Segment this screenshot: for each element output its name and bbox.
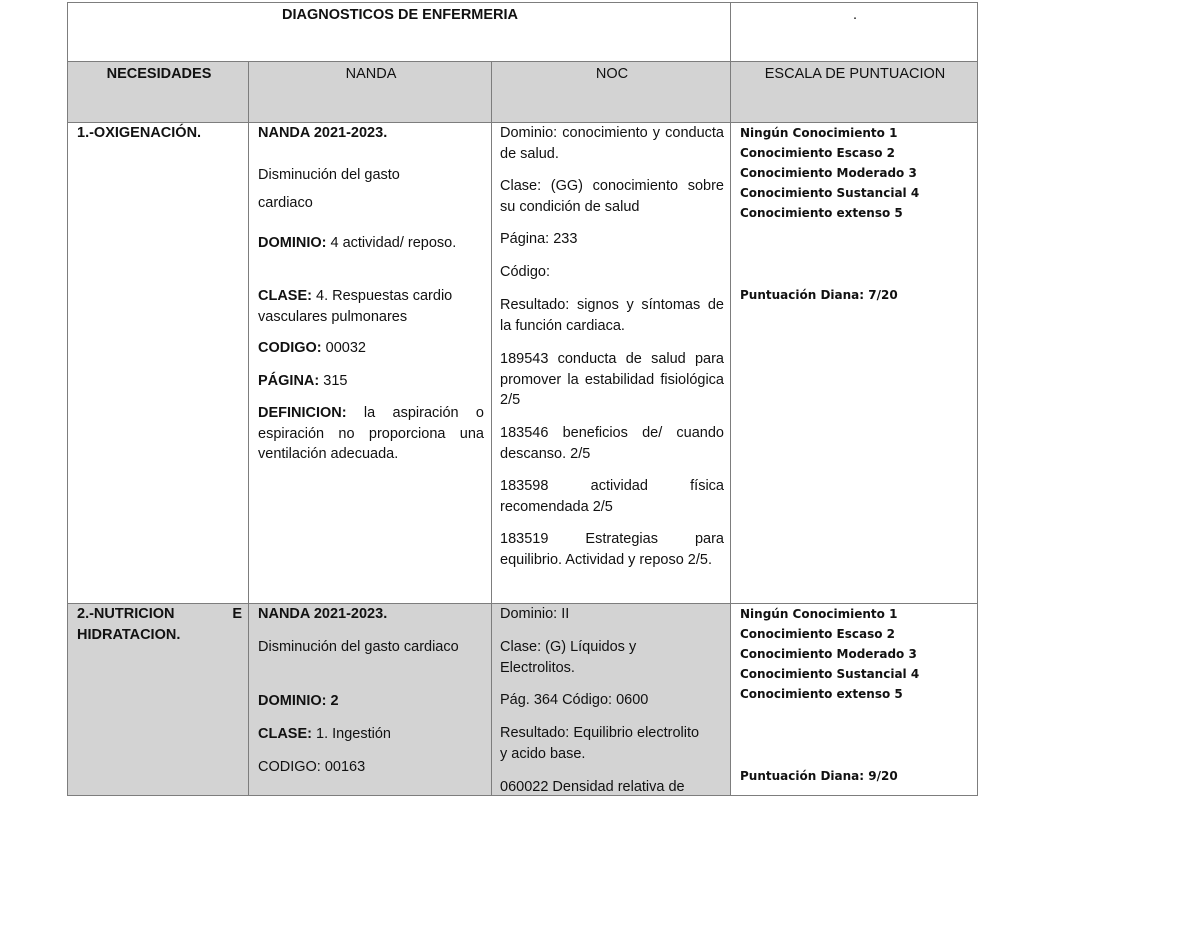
- row1-nanda-codigo: CODIGO: 00032: [258, 340, 366, 356]
- row2-need: 2.-NUTRICION E HIDRATACION.: [77, 606, 242, 643]
- row2-noc-item: Clase: (G) Líquidos y Electrolitos.: [500, 639, 637, 676]
- row1-noc-item: 183519 Estrategias para equilibrio. Actividad y reposo 2/5.: [500, 531, 724, 568]
- row1-scale-item: Conocimiento Moderado 3: [740, 166, 917, 180]
- row1-noc-item: 183546 beneficios de/ cuando descanso. 2/5: [500, 425, 724, 462]
- table-title: DIAGNOSTICOS DE ENFERMERIA: [281, 7, 519, 23]
- col-label-nanda: NANDA: [345, 66, 397, 82]
- row2-scale-item: Conocimiento Sustancial 4: [740, 667, 920, 681]
- diagnosis-table: [67, 2, 978, 796]
- row2-nanda-dominio: DOMINIO: 2: [258, 693, 339, 709]
- header-right-cell: [730, 2, 978, 62]
- row1-noc-item: Página: 233: [500, 231, 578, 247]
- col-header-escala: [730, 61, 978, 123]
- row2-noc-item: Dominio: II: [500, 606, 570, 622]
- row2-noc-cell: [491, 603, 731, 796]
- row1-scale-cell: [730, 122, 978, 604]
- col-header-noc: [491, 61, 731, 123]
- row2-nanda-diagnosis: Disminución del gasto cardiaco: [258, 639, 459, 655]
- row2-need-cell: [67, 603, 249, 796]
- row1-noc-item: Código:: [500, 264, 550, 280]
- row2-score: Puntuación Diana: 9/20: [740, 769, 898, 783]
- row1-noc-item: 183598 actividad física recomendada 2/5: [500, 478, 724, 515]
- row1-nanda-definicion: DEFINICION: la aspiración o espiración no proporciona una ventilación adecuada.: [258, 405, 484, 462]
- row2-scale-cell: [730, 603, 978, 796]
- row1-scale-item: Conocimiento Sustancial 4: [740, 186, 920, 200]
- row1-noc-cell: [491, 122, 731, 604]
- row2-noc-item: Resultado: Equilibrio electrolito y acido base.: [500, 725, 700, 762]
- row1-need: 1.-OXIGENACIÓN.: [77, 125, 202, 141]
- row2-nanda-clase: CLASE: 1. Ingestión: [258, 726, 391, 742]
- col-label-noc: NOC: [595, 66, 629, 82]
- row2-noc-item: Pág. 364 Código: 0600: [500, 692, 649, 708]
- row1-noc-item: 189543 conducta de salud para promover la estabilidad fisiológica 2/5: [500, 351, 724, 408]
- row2-noc-item: 060022 Densidad relativa de: [500, 779, 685, 795]
- row2-nanda-edition: NANDA 2021-2023.: [258, 606, 388, 622]
- title-cell: [67, 2, 731, 62]
- row1-nanda-dominio: DOMINIO: 4 actividad/ reposo.: [258, 235, 457, 251]
- row1-need-cell: [67, 122, 249, 604]
- col-header-necesidades: [67, 61, 249, 123]
- row2-scale-item: Conocimiento Moderado 3: [740, 647, 917, 661]
- row2-scale-item: Conocimiento extenso 5: [740, 687, 903, 701]
- row2-scale-item: Conocimiento Escaso 2: [740, 627, 895, 641]
- col-header-nanda: [248, 61, 492, 123]
- row2-nanda-cell: [248, 603, 492, 796]
- row1-scale-item: Ningún Conocimiento 1: [740, 126, 898, 140]
- row2-nanda-codigo: CODIGO: 00163: [258, 759, 366, 775]
- row1-noc-item: Dominio: conocimiento y conducta de salud.: [500, 125, 724, 162]
- row1-score: Puntuación Diana: 7/20: [740, 288, 898, 302]
- row1-noc-item: Clase: (GG) conocimiento sobre su condición de salud: [500, 178, 724, 215]
- row1-nanda-clase: CLASE: 4. Respuestas cardio vasculares pulmonares: [258, 288, 453, 325]
- row1-nanda-edition: NANDA 2021-2023.: [258, 125, 388, 141]
- row1-scale-item: Conocimiento Escaso 2: [740, 146, 895, 160]
- col-label-necesidades: NECESIDADES: [106, 66, 212, 82]
- col-label-escala: ESCALA DE PUNTUACION: [764, 66, 946, 82]
- header-right-mark: .: [852, 7, 858, 23]
- row1-nanda-diagnosis: Disminución del gasto cardiaco: [258, 167, 400, 211]
- row1-scale-item: Conocimiento extenso 5: [740, 206, 903, 220]
- row1-nanda-pagina: PÁGINA: 315: [258, 373, 348, 389]
- row1-noc-item: Resultado: signos y síntomas de la función cardiaca.: [500, 297, 724, 334]
- row2-scale-item: Ningún Conocimiento 1: [740, 607, 898, 621]
- row1-nanda-cell: [248, 122, 492, 604]
